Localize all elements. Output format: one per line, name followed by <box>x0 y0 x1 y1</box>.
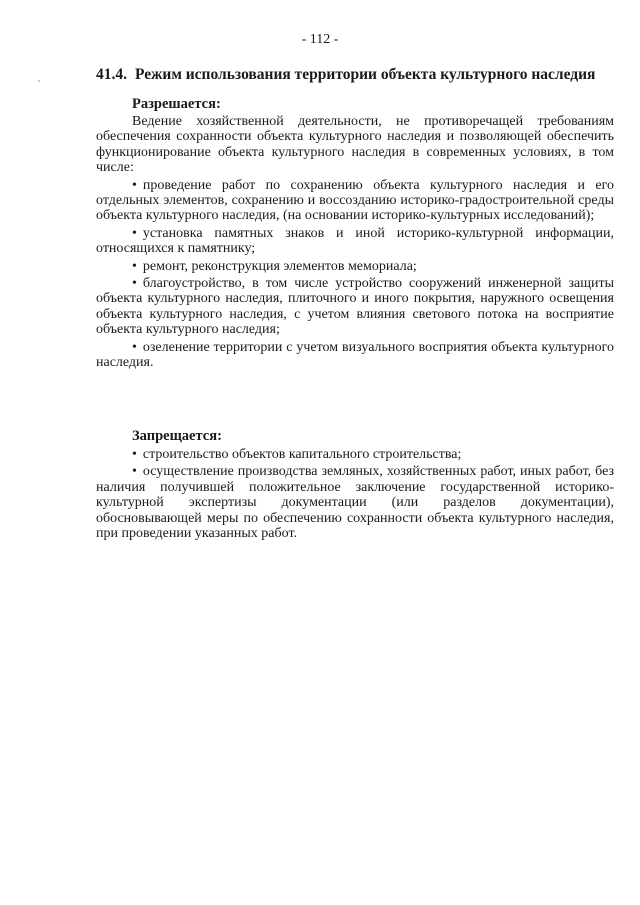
bullet-icon: • <box>132 225 137 241</box>
bullet-icon: • <box>132 464 137 480</box>
allowed-title: Разрешается: <box>132 96 221 112</box>
prohibited-item: • осуществление производства земляных, хозяйственных работ, иных работ, без наличия получившей положительное заключение государственной историко-культурной экспертизы документации (или разделов документации), обосновывающей меры по обеспечению сохранности объекта культурного наследия, при проведении указанных работ. <box>96 464 614 542</box>
section-heading <box>96 66 616 84</box>
section-number: 41.4. <box>96 66 127 83</box>
bullet-icon: • <box>132 258 137 274</box>
allowed-item: • проведение работ по сохранению объекта культурного наследия и его отдельных элементов, сохранению и воссозданию историко-градостроительной среды объекта культурного наследия, (на основании историко-культурных исследований); <box>96 177 614 224</box>
bullet-icon: • <box>132 447 137 462</box>
prohibited-item: • строительство объектов капитального строительства; <box>132 447 462 462</box>
bullet-icon: • <box>132 276 137 292</box>
prohibited-title: Запрещается: <box>132 428 222 444</box>
section-title: Режим использования территории объекта культурного наследия <box>135 66 596 83</box>
page-number: - 112 - <box>301 32 339 47</box>
allowed-item: • ремонт, реконструкция элементов мемориала; <box>132 258 417 274</box>
scan-speck <box>38 80 40 82</box>
allowed-item: • благоустройство, в том числе устройство сооружений инженерной защиты объекта культурного наследия, плиточного и иного покрытия, наружного освещения объекта культурного наследия, с учетом влияния светового потока на восприятие объекта культурного наследия; <box>96 276 614 338</box>
allowed-item: • озеленение территории с учетом визуального восприятия объекта культурного наследия. <box>96 339 614 371</box>
bullet-icon: • <box>132 339 137 355</box>
prohibited-section <box>96 428 614 541</box>
allowed-section <box>96 96 614 371</box>
allowed-item: • установка памятных знаков и иной историко-культурной информации, относящихся к памятнику; <box>96 225 614 257</box>
bullet-icon: • <box>132 177 137 193</box>
allowed-intro: Ведение хозяйственной деятельности, не противоречащей требованиям обеспечения сохранности объекта культурного наследия и позволяющей обеспечить функционирование объекта культурного наследия в современных условиях, в том числе: <box>96 114 614 176</box>
